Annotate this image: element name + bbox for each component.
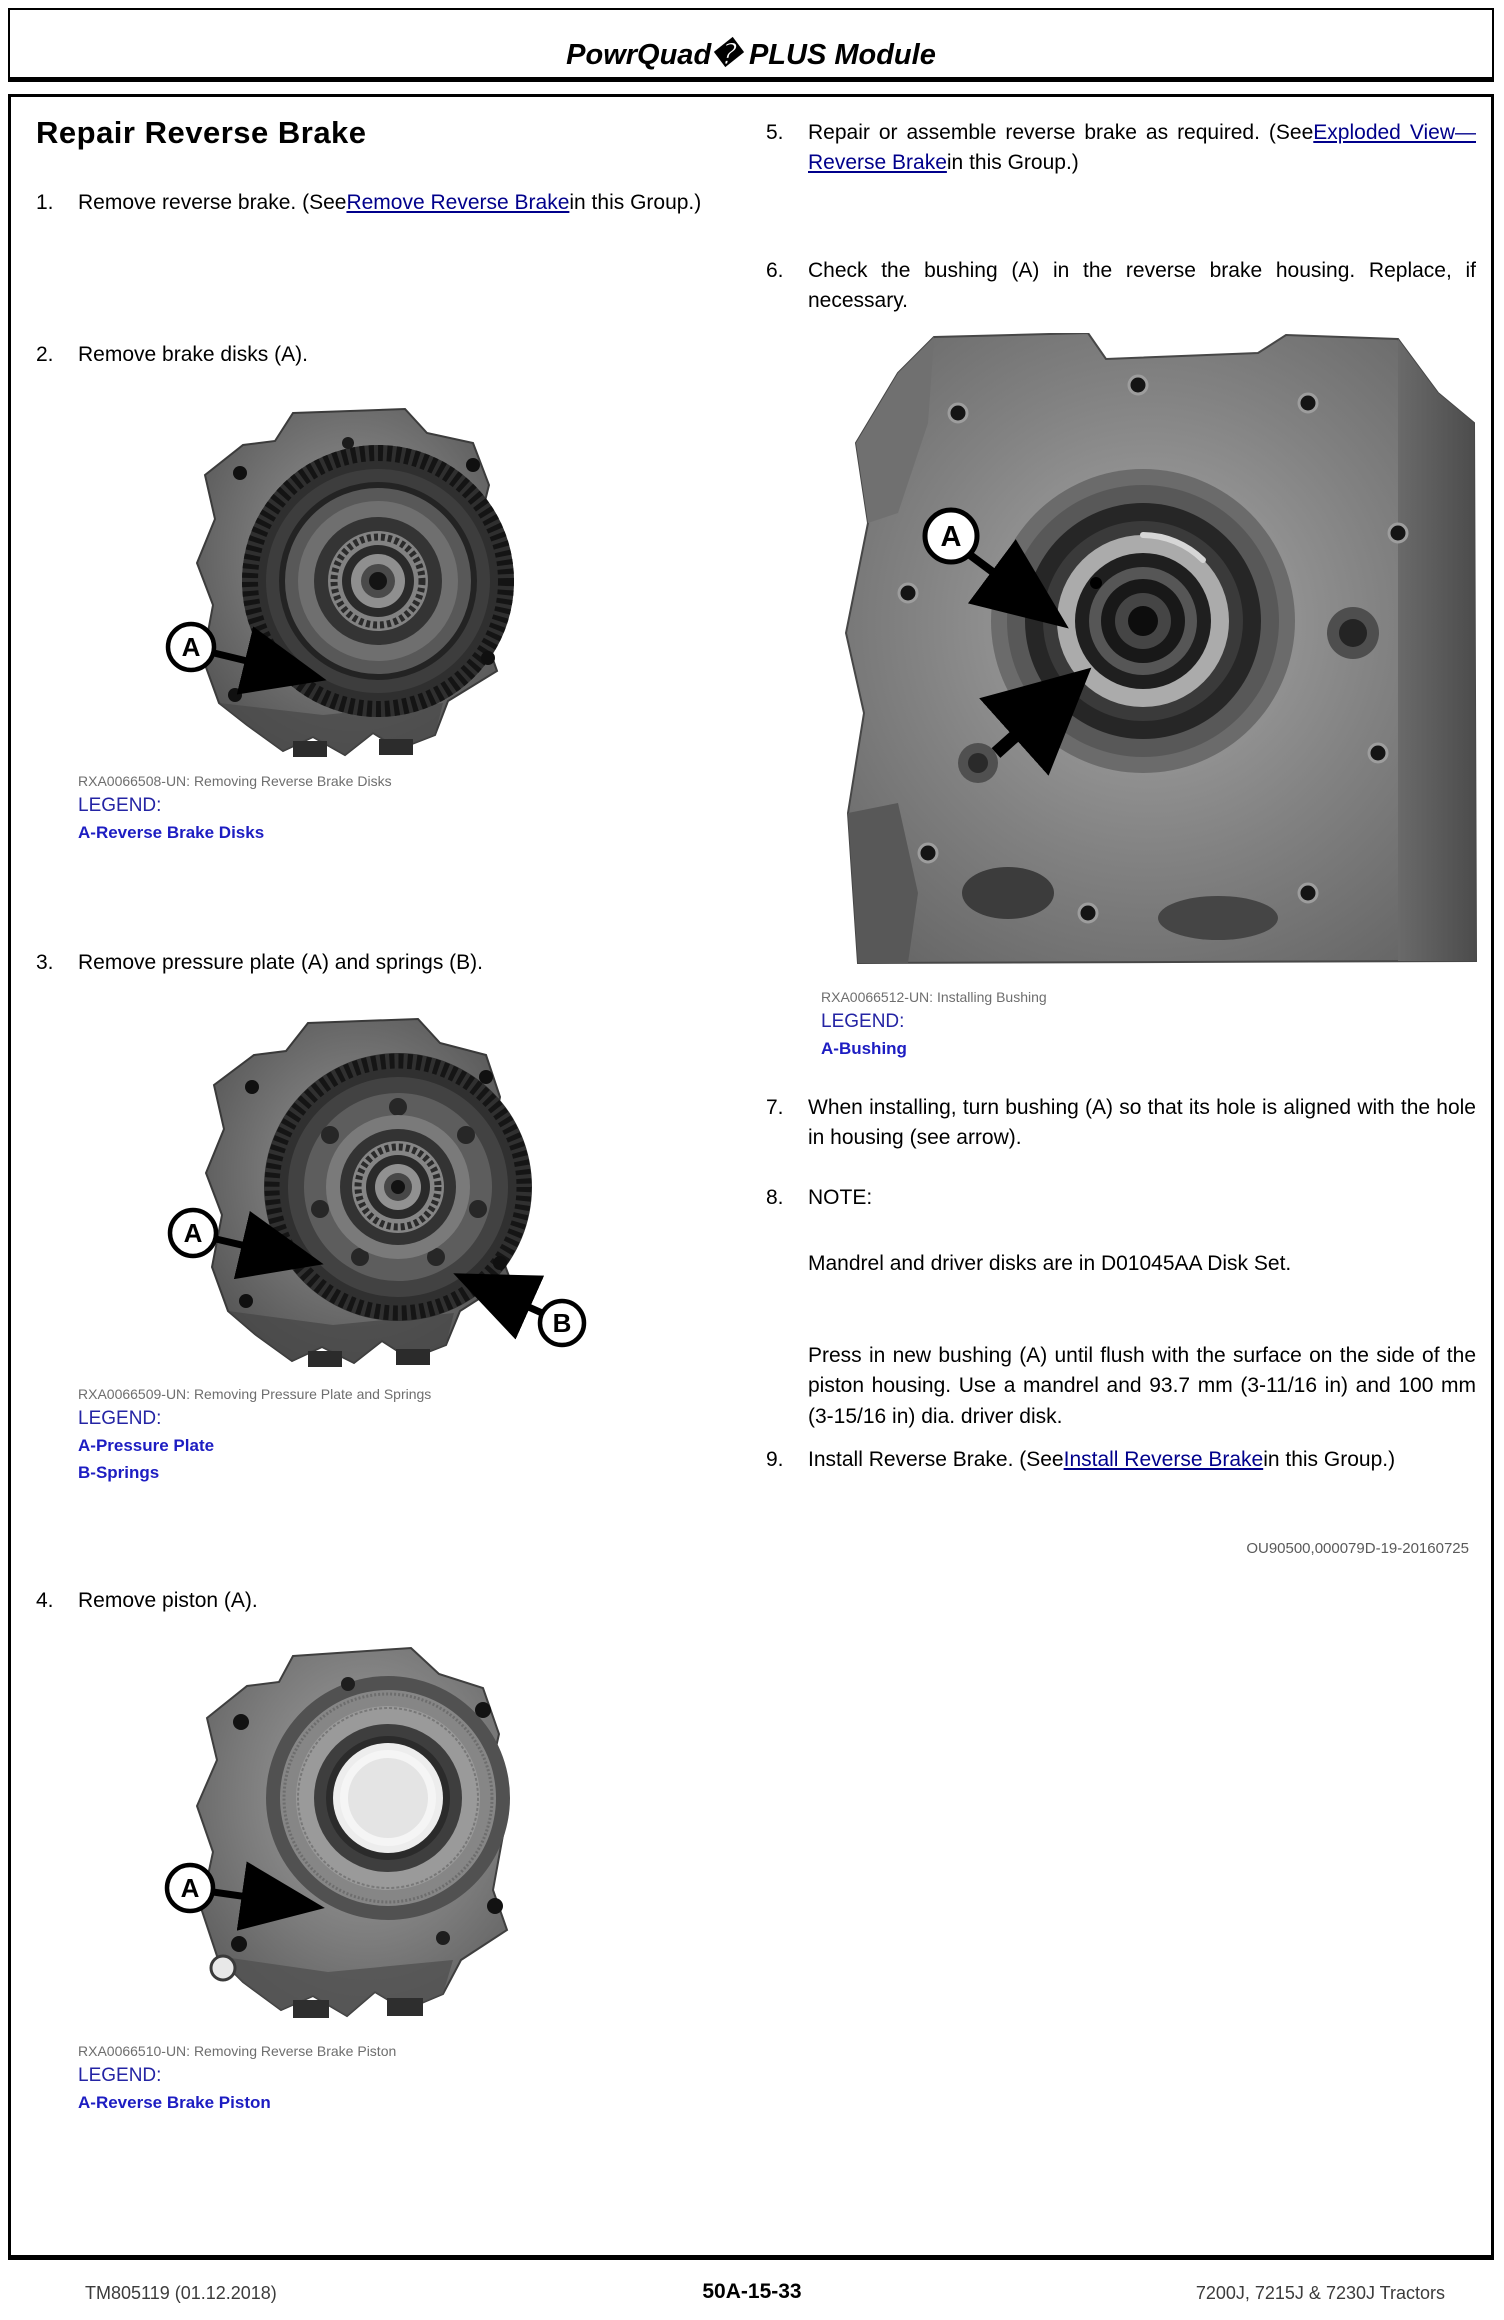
step-1 <box>36 188 738 218</box>
step-8 <box>766 1183 1476 1213</box>
step-2-number: 2. <box>36 343 54 366</box>
step-5-text-before: Repair or assemble reverse brake as required. (See <box>808 121 1314 144</box>
step-2-text: Remove brake disks (A). <box>78 343 308 366</box>
photo-installing-bushing <box>838 333 1478 965</box>
figure-4-caption: RXA0066512-UN: Installing Bushing <box>821 989 1047 1005</box>
step-9-text-before: Install Reverse Brake. (See <box>808 1448 1064 1471</box>
figure-1-legend-title: LEGEND: <box>78 795 162 816</box>
footer-model-names: 7200J, 7215J & 7230J Tractors <box>1195 2283 1445 2303</box>
step-8-number: 8. <box>766 1186 784 1209</box>
page-frame <box>8 94 1494 2260</box>
figure-2-legend-item-b: B-Springs <box>78 1463 160 1482</box>
footer-page-number: 50A-15-33 <box>702 2280 802 2303</box>
step-8-note-label: NOTE: <box>808 1186 873 1209</box>
figure-2-legend-item-a: A-Pressure Plate <box>78 1436 215 1455</box>
callout-a: A <box>181 632 201 662</box>
step-9 <box>766 1445 1476 1475</box>
callout-b: B <box>552 1308 572 1338</box>
photo-reverse-brake-piston <box>143 1638 573 2030</box>
step-5-text <box>808 118 1476 179</box>
link-install-reverse-brake[interactable]: Install Reverse Brake <box>1063 1448 1264 1471</box>
figure-removing-reverse-brake-piston <box>143 1638 573 2030</box>
callout-a: A <box>180 1873 200 1903</box>
step-8-note-body-2: Press in new bushing (A) until flush with the surface on the side of the piston housing. Use a mandrel and 93.7 mm (3-11/16 in) and 100 mm (3-15/16 in) dia. driver disk. <box>808 1344 1476 1428</box>
link-exploded-view-reverse-brake[interactable]: Exploded View—Reverse Brake <box>808 121 1476 175</box>
step-6-text: Check the bushing (A) in the reverse brake housing. Replace, if necessary. <box>808 259 1476 313</box>
figure-1-legend-item-a: A-Reverse Brake Disks <box>78 823 265 842</box>
step-7-text: When installing, turn bushing (A) so that its hole is aligned with the hole in housing (see arrow). <box>808 1096 1476 1150</box>
step-4 <box>36 1586 738 1616</box>
link-remove-reverse-brake[interactable]: Remove Reverse Brake <box>346 191 570 214</box>
step-1-number: 1. <box>36 191 54 214</box>
step-8-note-body-1: Mandrel and driver disks are in D01045AA Disk Set. <box>808 1252 1292 1275</box>
step-4-text: Remove piston (A). <box>78 1589 258 1612</box>
step-7 <box>766 1093 1476 1154</box>
step-1-text <box>78 188 738 218</box>
step-1-text-after: in this Group.) <box>569 191 702 214</box>
figure-3-legend-item-a: A-Reverse Brake Piston <box>78 2093 271 2112</box>
step-9-number: 9. <box>766 1448 784 1471</box>
step-4-number: 4. <box>36 1589 54 1612</box>
figure-removing-reverse-brake-disks <box>143 403 543 768</box>
figure-installing-bushing <box>838 333 1478 965</box>
module-title: PowrQuad� PLUS Module <box>566 39 936 71</box>
step-5-number: 5. <box>766 121 784 144</box>
step-9-text <box>808 1445 1476 1475</box>
figure-4-legend-item-a: A-Bushing <box>821 1039 907 1058</box>
figure-4-legend-title: LEGEND: <box>821 1011 905 1032</box>
figure-3-legend-title: LEGEND: <box>78 2065 162 2086</box>
step-5-text-after: in this Group.) <box>946 151 1079 175</box>
header-band <box>8 8 1494 82</box>
page-title: Repair Reverse Brake <box>36 115 367 150</box>
figure-removing-pressure-plate-springs <box>148 1011 593 1373</box>
step-3 <box>36 948 738 978</box>
footer-manual-number: TM805119 (01.12.2018) <box>85 2283 277 2303</box>
callout-a: A <box>183 1218 203 1248</box>
step-1-text-before: Remove reverse brake. (See <box>78 191 347 214</box>
figure-1-caption: RXA0066508-UN: Removing Reverse Brake Disks <box>78 773 392 789</box>
document-code: OU90500,000079D-19-20160725 <box>1246 1540 1469 1557</box>
figure-2-legend-title: LEGEND: <box>78 1408 162 1429</box>
step-7-number: 7. <box>766 1096 784 1119</box>
step-9-text-after: in this Group.) <box>1263 1448 1396 1471</box>
step-5 <box>766 118 1476 179</box>
step-6 <box>766 256 1476 317</box>
step-2 <box>36 340 738 370</box>
figure-2-caption: RXA0066509-UN: Removing Pressure Plate and Springs <box>78 1386 432 1402</box>
photo-reverse-brake-disks <box>143 403 543 768</box>
step-3-text: Remove pressure plate (A) and springs (B). <box>78 951 483 974</box>
figure-3-caption: RXA0066510-UN: Removing Reverse Brake Piston <box>78 2043 397 2059</box>
step-6-number: 6. <box>766 259 784 282</box>
photo-pressure-plate-springs <box>148 1011 593 1373</box>
callout-a: A <box>940 521 962 553</box>
step-3-number: 3. <box>36 951 54 974</box>
